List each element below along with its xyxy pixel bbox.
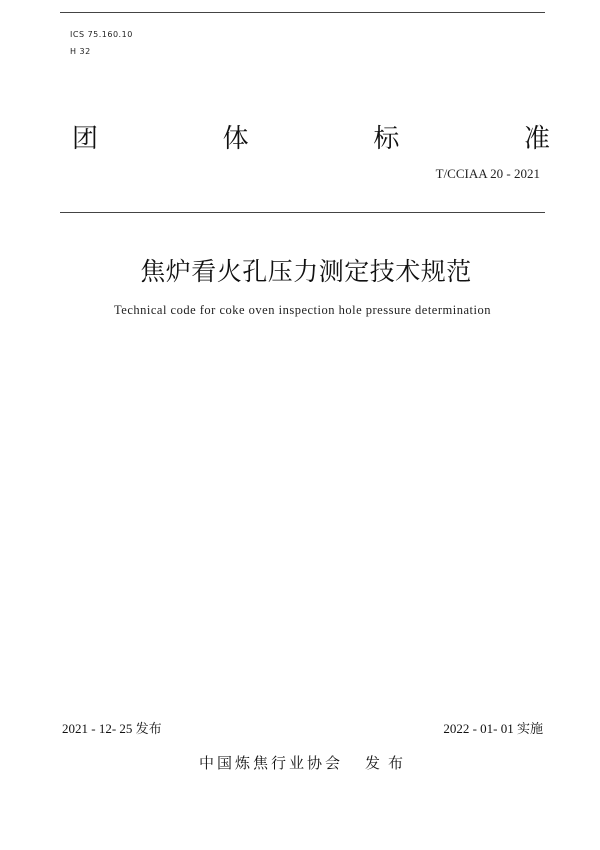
title-chinese: 焦炉看火孔压力测定技术规范 xyxy=(140,257,472,286)
ccs-code: H 32 xyxy=(70,47,91,56)
standard-type-heading xyxy=(72,118,550,155)
publish-label: 发布 xyxy=(365,754,412,772)
standard-code: T/CCIAA 20 - 2021 xyxy=(435,166,540,181)
publisher-name: 中国炼焦行业协会 xyxy=(198,754,343,772)
title-english: Technical code for coke oven inspection hole pressure determination xyxy=(114,303,491,317)
top-rule xyxy=(60,12,545,13)
implementation-date: 2022 - 01- 01 实施 xyxy=(443,721,543,736)
standard-type-char: 团 xyxy=(72,124,99,154)
issue-date: 2021 - 12- 25 发布 xyxy=(62,721,162,736)
ics-code: ICS 75.160.10 xyxy=(70,30,133,39)
standard-type-char: 体 xyxy=(222,124,249,154)
standard-type-char: 标 xyxy=(373,124,400,154)
standard-type-char: 准 xyxy=(523,124,550,154)
publisher-line xyxy=(0,752,600,773)
header-divider xyxy=(60,212,545,213)
